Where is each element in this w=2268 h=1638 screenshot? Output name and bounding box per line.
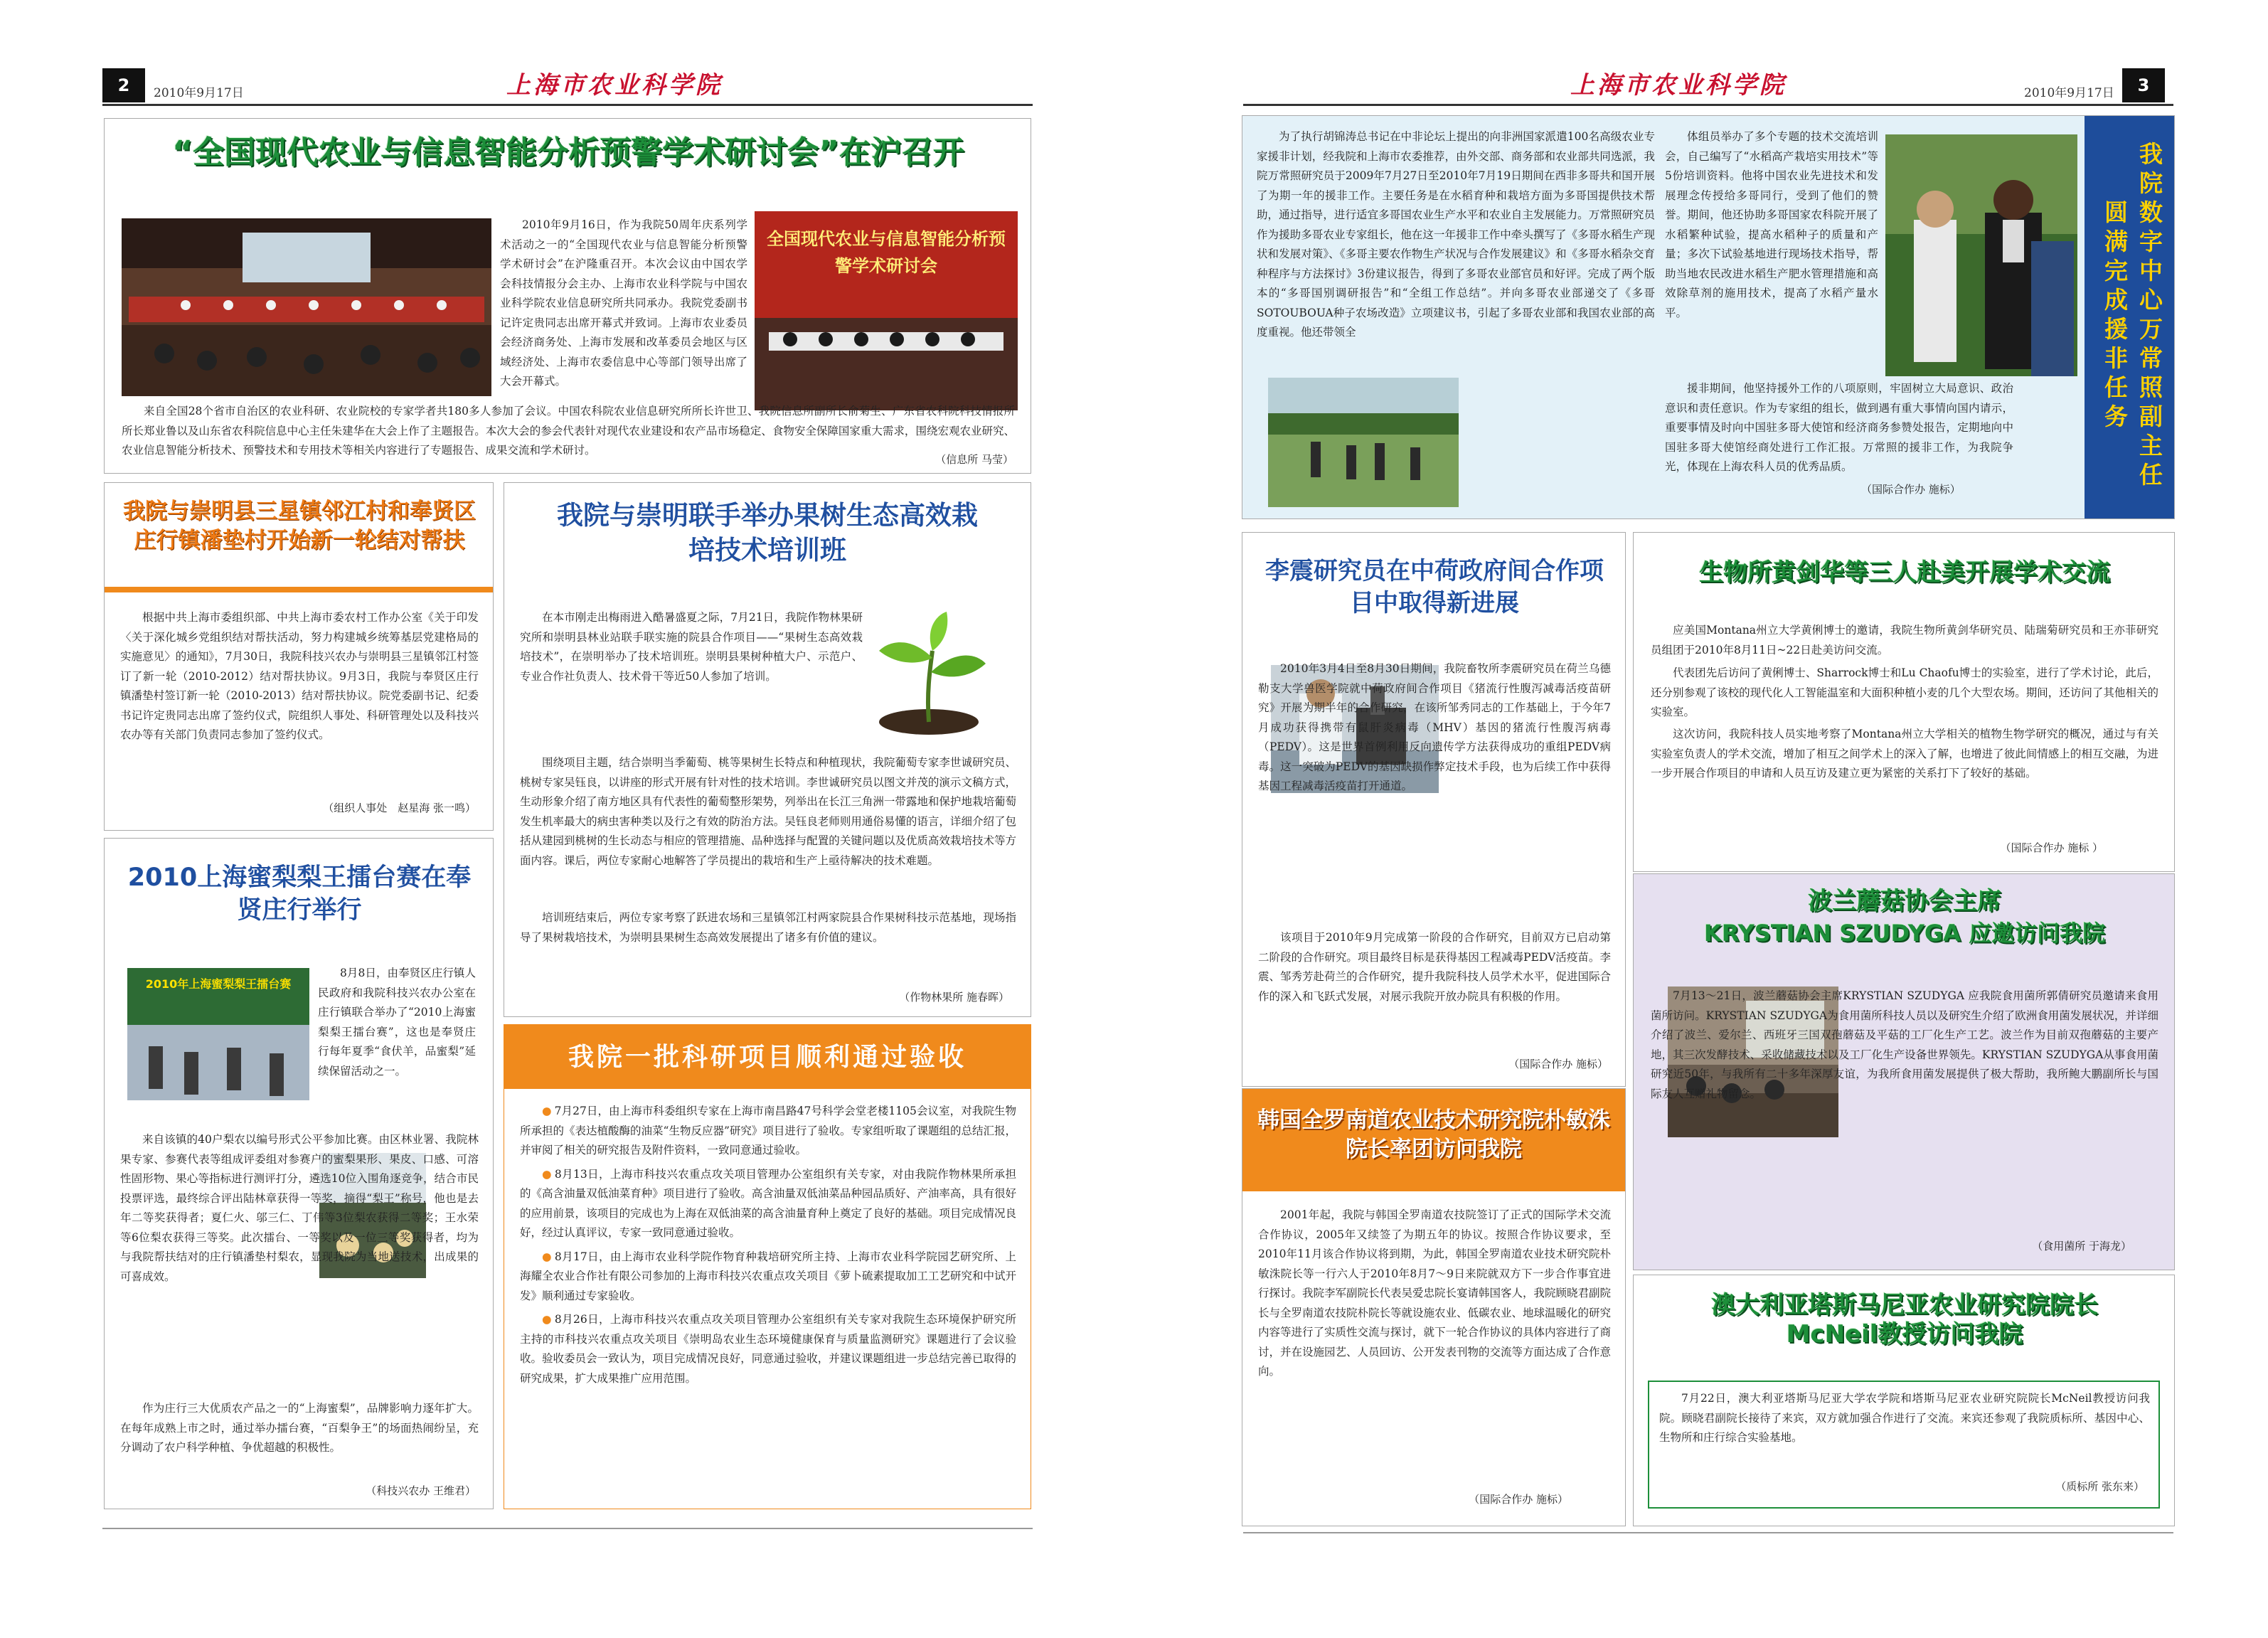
acceptance-item-1: ● 7月27日，由上海市科委组织专家在上海市南昌路47号科学会堂老楼1105会议室，对我院生物所承担的《表达植酸酶的油菜“生物反应器”研究》项目进行了验收。专家组听取了课题组的总结汇报，并审阅了相关的研究报告及附件资料，一致同意通过验收。 xyxy=(520,1102,1016,1161)
korea-body: 2001年起，我院与韩国全罗南道农技院签订了正式的国际学术交流合作协议，2005年又续签了为期五年的协议。按照合作协议要求，至2010年11月该合作协议将到期，为此，韩国全罗南道农业技术研究院朴敏洙院长等一行六人于2010年8月7～9日来院就双方下一步合作事宜进行探讨。我院李军副院长代表吴爱忠院长宴请韩国客人，我院顾晓君副院长与全罗南道农技院朴院长等就设施农业、低碳农业、地球温暖化的研究内容等进行了实质性交流与探讨，就下一轮合作协议的具体内容进行了商讨，并在设施园艺、人员回访、公开发表刊物的交流等方面达成了合作意向。 xyxy=(1258,1208,1612,1378)
korea-article xyxy=(1242,1088,1626,1526)
lizhen-para-1 xyxy=(1258,659,1611,801)
acceptance-item-3: ● 8月17日，由上海市农业科学院作物育种栽培研究所主持、上海市农业科学院园艺研究所、上海耀全农业合作社有限公司参加的上海市科技兴农重点攻关项目《萝卜硫素提取加工工艺研究和中试开发》顺利通过专家验收。 xyxy=(520,1248,1016,1307)
pear-para-2: 来自该镇的40户梨农以编号形式公平参加比赛。由区林业署、我院林果专家、参赛代表等组成评委组对参赛户的蜜梨果形、果皮、口感、可溶性固形物、果心等指标进行测评打分，遴选10位入围角逐竞争，结合市民投票评选，最终综合评出陆林章获得一等奖，摘得“梨王”称号，他也是去年二等奖获得者；夏仁火、邬三仁、丁伟等3位梨农获得二等奖；王水荣等6位梨农获得三等奖。此次擂台、一等奖以及一位三等奖获得者，均为与我院帮扶结对的庄行镇潘垫村梨农，显现我院为当地送技术，出成果的可喜成效。 xyxy=(120,1133,479,1283)
pairing-credit: （组织人事处 赵星海 张一鸣） xyxy=(323,802,476,814)
fruit-para-2: 围绕项目主题，结合崇明当季葡萄、桃等果树生长特点和种植现状，我院葡萄专家李世诚研究员、桃树专家吴钰良，以讲座的形式开展有针对性的技术培训。李世诚研究员以图文并茂的演示文稿方式，生动形象介绍了南方地区具有代表性的葡萄整形架势，列举出在长江三角洲一带露地和保护地栽培葡萄发生机率最大的病虫害种类以及行之有效的防治方法。吴钰良老师则用通俗易懂的语言，详细介绍了包括从建园到桃树的生长动态与相应的管理措施、品种选择与配置的关键问题以及优质高效栽培技术等方面内容。课后，两位专家耐心地解答了学员提出的栽培和生产上亟待解决的技术难题。 xyxy=(520,756,1016,867)
acceptance-item-2: ● 8月13日，上海市科技兴农重点攻关项目管理办公室组织有关专家，对由我院作物林果所承担的《高含油量双低油菜育种》项目进行了验收。高含油量双低油菜品种园品质好、产油率高，具有很好的应用前景，该项目的完成也为上海在双低油菜的高含油量育种上奠定了良好的基础。项目完成情况良好，经过认真评议，专家一致同意通过验收。 xyxy=(520,1165,1016,1243)
footer-rule-right xyxy=(1243,1532,2173,1533)
africa-para-1: 为了执行胡锦涛总书记在中非论坛上提出的向非洲国家派遣100名高级农业专家援非计划，经我院和上海市农委推荐，由外交部、商务部和农业部共同选派，我院万常照研究员于2009年7月27日至2010年7月19日期间在西非多哥共和国开展了为期一年的援非工作。主要任务是在水稻育种和栽培方面为多哥国提供技术帮助，通过指导，进行适宜多哥国农业生产水平和农业自主发展能力。万常照研究员作为援助多哥农业专家组长，他在这一年援非工作中牵头撰写了《多哥水稻生产现状和发展对策》、《多哥主要农作物生产状况与合作发展建议》和《多哥水稻杂交育种程序与方法探讨》3份建议报告，得到了多哥农业部官员和好评。完成了两个版本的“多哥国别调研报告”和“全组工作总结”。并向多哥农业部递交了《多哥SOTOUBOUA种子农场改造》立项建议书，引起了多哥农业部和我国农业部的高度重视。他还带领全 xyxy=(1257,130,1655,339)
acceptance-item-4: ● 8月26日，上海市科技兴农重点攻关项目管理办公室组织有关专家对我院生态环境保护研究所主持的市科技兴农重点攻关项目《崇明岛农业生态环境健康保育与质量监测研究》课题进行了会议验收。验收委员会一致认为，项目完成情况良好，同意通过验收，并建议课题组进一步总结完善已取得的研究成果，扩大成果推广应用范围。 xyxy=(520,1310,1016,1388)
poland-body xyxy=(1651,986,2158,1108)
africa-photo-2-image xyxy=(1268,378,1459,507)
pear-para-1: 8月8日，由奉贤区庄行镇人民政府和我院科技兴农办公室在庄行镇联合举办了“2010上海蜜梨梨王擂台赛”，这也是奉贤庄行每年夏季“食伏羊，品蜜梨”延续保留活动之一。 xyxy=(318,967,476,1078)
africa-photo-1 xyxy=(1885,134,2077,376)
header-rule-left xyxy=(102,104,1033,106)
plant-icon xyxy=(868,608,989,736)
seminar-credit: （信息所 马莹） xyxy=(935,453,1013,466)
seminar-photo-1-image xyxy=(122,218,491,396)
seminar-para-2 xyxy=(122,402,1015,465)
acceptance-list xyxy=(520,1102,1016,1393)
africa-article xyxy=(1242,115,2175,519)
pear-credit: （科技兴农办 王维君） xyxy=(366,1484,476,1497)
issue-date-left: 2010年9月17日 xyxy=(154,86,244,100)
seminar-photo-2 xyxy=(755,211,1018,410)
tasmania-body: 7月22日，澳大利亚塔斯马尼亚大学农学院和塔斯马尼亚农业研究院院长McNeil教授访问我院。顾晓君副院长接待了来宾，双方就加强合作进行了交流。来宾还参观了我院质标所、基因中心、生物所和庄行综合实验基地。 xyxy=(1659,1392,2150,1444)
biotech-para-2: 代表团先后访问了黄俐博士、Sharrock博士和Lu Chaofu博士的实验室，进行了学术讨论，此后，还分别参观了该校的现代化人工智能温室和大面积种植小麦的几个大型农场。期间，还访问了其他相关的实验室。 xyxy=(1651,666,2158,718)
lizhen-headline: 李震研究员在中荷政府间合作项目中取得新进展 xyxy=(1265,557,1604,617)
seminar-para-2-text: 来自全国28个省市自治区的农业科研、农业院校的专家学者共180多人参加了会议。中国农科院农业信息研究所所长许世卫、我院信息所副所长俞菊生、广东省农科院科技情报所所长郑业鲁以及山东省农科院信息中心主任朱建华在大会上作了主题报告。本次大会的参会代表针对现代农业建设和农产品市场稳定、食物安全保障国家重大需求，围绕宏观农业研究、农业信息智能分析技术、预警技术和专用技术等相关内容进行了专题报告、成果交流和学术研讨。 xyxy=(122,405,1015,457)
poland-credit: （食用菌所 于海龙） xyxy=(2032,1240,2131,1253)
seminar-headline: “全国现代农业与信息智能分析预警学术研讨会”在沪召开 xyxy=(172,134,964,171)
africa-credit: （国际合作办 施标） xyxy=(1861,483,1961,496)
poland-headline-name: KRYSTIAN SZUDYGA 应邀访问我院 xyxy=(1703,920,2106,947)
acceptance-headline: 我院一批科研项目顺利通过验收 xyxy=(568,1043,967,1072)
africa-vertical-title-text: 我院数字中心万常照副主任圆满完成援非任务 xyxy=(2101,142,2163,491)
tasmania-credit: （质标所 张东来） xyxy=(2055,1480,2144,1493)
biotech-para-1: 应美国Montana州立大学黄俐博士的邀请，我院生物所黄剑华研究员、陆瑞菊研究员和王亦菲研究员组团于2010年8月11日~22日赴美访问交流。 xyxy=(1651,624,2158,656)
poland-body-text: 7月13～21日，波兰蘑菇协会主席KRYSTIAN SZUDYGA 应我院食用菌所郭倩研究员邀请来食用菌所访问。KRYSTIAN SZUDYGA为食用菌所科技人员以及研究生介绍了欧洲食用菌发展状况，并详细介绍了波兰、爱尔兰、西班牙三国双孢蘑菇及平菇的工厂化生产工艺。波兰作为目前双孢蘑菇的主要产地，其三次发酵技术、采收储藏技术以及工厂化生产设备世界领先。KRYSTIAN SZUDYGA从事食用菌研究近50年，与我所有二十多年深厚友谊，为我所食用菌发展提供了极大帮助，我所鲍大鹏副所长与国际友人互赠礼物留念。 xyxy=(1651,989,2158,1100)
pairing-article xyxy=(104,482,494,831)
masthead-right: 上海市农业科学院 xyxy=(1570,71,1787,100)
biotech-credit: （国际合作办 施标 ） xyxy=(2000,841,2103,854)
fruit-para-1: 在本市刚走出梅雨进入酷暑盛夏之际，7月21日，我院作物林果研究所和崇明县林业站联手联实施的院县合作项目——“果树生态高效栽培技术”，在崇明举办了技术培训班。崇明县果树种植大户、示范户、专业合作社负责人、技术骨干等近50人参加了培训。 xyxy=(520,611,863,683)
header-rule-right xyxy=(1243,104,2173,106)
biotech-headline: 生物所黄剑华等三人赴美开展学术交流 xyxy=(1699,558,2110,587)
pairing-body: 根据中共上海市委组织部、中共上海市委农村工作办公室《关于印发〈关于深化城乡党组织结对帮扶活动，努力构建城乡统筹基层党建格局的实施意见〉的通知》，7月30日，我院科技兴农办与崇明县三星镇邻江村签订了新一轮（2010-2012）结对帮扶协议。9月3日，我院与奉贤区庄行镇潘垫村签订新一轮（2010-2013）结对帮扶协议。院党委副书记、纪委书记许定贵同志出席了签约仪式，院组织人事处、科研管理处以及科技兴农办等有关部门负责同志参加了签约仪式。 xyxy=(120,611,479,741)
pairing-headline-bar xyxy=(105,587,493,592)
pear-article xyxy=(104,838,494,1509)
africa-vertical-title xyxy=(2093,132,2167,501)
biotech-para-3: 这次访问，我院科技人员实地考察了Montana州立大学相关的植物生物学研究的概况，通过与有关实验室负责人的学术交流，增加了相互之间学术上的深入了解，也增进了彼此间情感上的相互交融，为进一步开展合作项目的申请和人员互访及建立更为紧密的关系打下了较好的基础。 xyxy=(1651,728,2158,780)
africa-photo-2 xyxy=(1268,378,1459,507)
tasmania-article xyxy=(1633,1275,2175,1526)
pear-para-3: 作为庄行三大优质农产品之一的“上海蜜梨”，品牌影响力逐年扩大。在每年成熟上市之时，通过举办擂台赛，“百梨争王”的场面热闹纷呈，充分调动了农户科学种植、争优超越的积极性。 xyxy=(120,1402,479,1454)
tasmania-headline: 澳大利亚塔斯马尼亚农业研究院院长McNeil教授访问我院 xyxy=(1711,1291,2098,1349)
acceptance-article xyxy=(504,1024,1031,1509)
fruit-article xyxy=(504,482,1031,1017)
seminar-article xyxy=(104,118,1031,474)
issue-date-right: 2010年9月17日 xyxy=(2024,86,2114,100)
lizhen-para-1-text: 2010年3月4日至8月30日期间，我院畜牧所李震研究员在荷兰乌德勒支大学兽医学院就中荷政府间合作项目《猪流行性腹泻减毒活疫苗研究》开展为期半年的合作研究，在该所邹秀同志的工作基础上，于今年7月成功获得携带有鼠肝炎病毒（MHV）基因的猪流行性腹泻病毒（PEDV）。这是世界首例利用反向遗传学方法获得成功的重组PEDV病毒。这一突破为PEDV的基因缺损作弊定技术手段，也为后续工作中获得基因工程减毒活疫苗打开通道。 xyxy=(1258,662,1611,792)
pear-photo-banner: 2010年上海蜜梨梨王擂台赛 xyxy=(145,977,292,991)
fruit-para-3: 培训班结束后，两位专家考察了跃进农场和三星镇邻江村两家院县合作果树科技示范基地，现场指导了果树栽培技术，为崇明县果树生态高效发展提出了诸多有价值的建议。 xyxy=(520,911,1016,944)
fruit-plant-image xyxy=(868,608,989,736)
masthead-left: 上海市农业科学院 xyxy=(506,71,723,100)
seminar-photo-1 xyxy=(122,218,491,396)
africa-photo-1-image xyxy=(1885,134,2077,376)
footer-rule-left xyxy=(102,1528,1033,1529)
lizhen-article xyxy=(1242,532,1626,1087)
lizhen-para-2: 该项目于2010年9月完成第一阶段的合作研究，目前双方已启动第二阶段的合作研究。项目最终目标是获得基因工程减毒PEDV活疫苗。李震、邹秀芳赴荷兰的合作研究，提升我院科技人员学术水平，促进国际合作的深入和飞跃式发展，对展示我院开放办院具有积极的作用。 xyxy=(1258,931,1612,1003)
pairing-headline: 我院与崇明县三星镇邻江村和奉贤区庄行镇潘垫村开始新一轮结对帮扶 xyxy=(123,499,476,553)
korea-headline: 韩国全罗南道农业技术研究院朴敏洙院长率团访问我院 xyxy=(1257,1107,1610,1162)
fruit-credit: （作物林果所 施春晖） xyxy=(899,991,1009,1004)
poland-headline: 波兰蘑菇协会主席 xyxy=(1808,887,2001,915)
seminar-para-1: 2010年9月16日，作为我院50周年庆系列学术活动之一的“全国现代农业与信息智能分析预警学术研讨会”在沪隆重召开。本次会议由中国农学会科技情报分会主办、上海市农业科学院与中国农业科学院农业信息研究所共同承办。我院党委副书记许定贵同志出席开幕式并致词。上海市农业委员会经济商务处、上海市发展和改革委员会地区与区域经济处、上海市农委信息中心等部门领导出席了大会开幕式。 xyxy=(500,218,747,388)
lizhen-credit: （国际合作办 施标） xyxy=(1508,1058,1608,1070)
fruit-headline: 我院与崇明联手举办果树生态高效栽培技术培训班 xyxy=(557,500,978,565)
page-number-left: 2 xyxy=(102,68,145,102)
biotech-article xyxy=(1633,532,2175,872)
africa-para-3: 援非期间，他坚持援外工作的八项原则，牢固树立大局意识、政治意识和责任意识。作为专家组的组长，做到遇有重大事情向国内请示，重要事情及时向中国驻多哥大使馆和经济商务参赞处报告，定期地向中国驻多哥大使馆经商处进行工作汇报。万常照的援非工作，为我院争光，体现在上海农科人员的优秀品质。 xyxy=(1665,382,2013,473)
korea-credit: （国际合作办 施标） xyxy=(1469,1493,1568,1506)
africa-para-2: 体组员举办了多个专题的技术交流培训会，自己编写了“水稻高产栽培实用技术”等5份培训资料。他将中国农业先进技术和发展理念传授给多哥同行，受到了他们的赞誉。期间，他还协助多哥国家农科院开展了水稻繁种试验，提高水稻种子的质量和产量；多次下试验基地进行现场技术指导，帮助当地农民改进水稻生产肥水管理措施和高效除草剂的施用技术，提高了水稻产量水平。 xyxy=(1665,130,1878,319)
pear-headline: 2010上海蜜梨梨王擂台赛在奉贤庄行举行 xyxy=(127,863,472,925)
poland-article xyxy=(1633,873,2175,1270)
seminar-photo-banner: 全国现代农业与信息智能分析预警学术研讨会 xyxy=(767,229,1006,276)
tasmania-inner-box xyxy=(1648,1381,2160,1509)
page-number-right: 3 xyxy=(2122,68,2165,102)
pear-photo-1 xyxy=(127,968,309,1100)
